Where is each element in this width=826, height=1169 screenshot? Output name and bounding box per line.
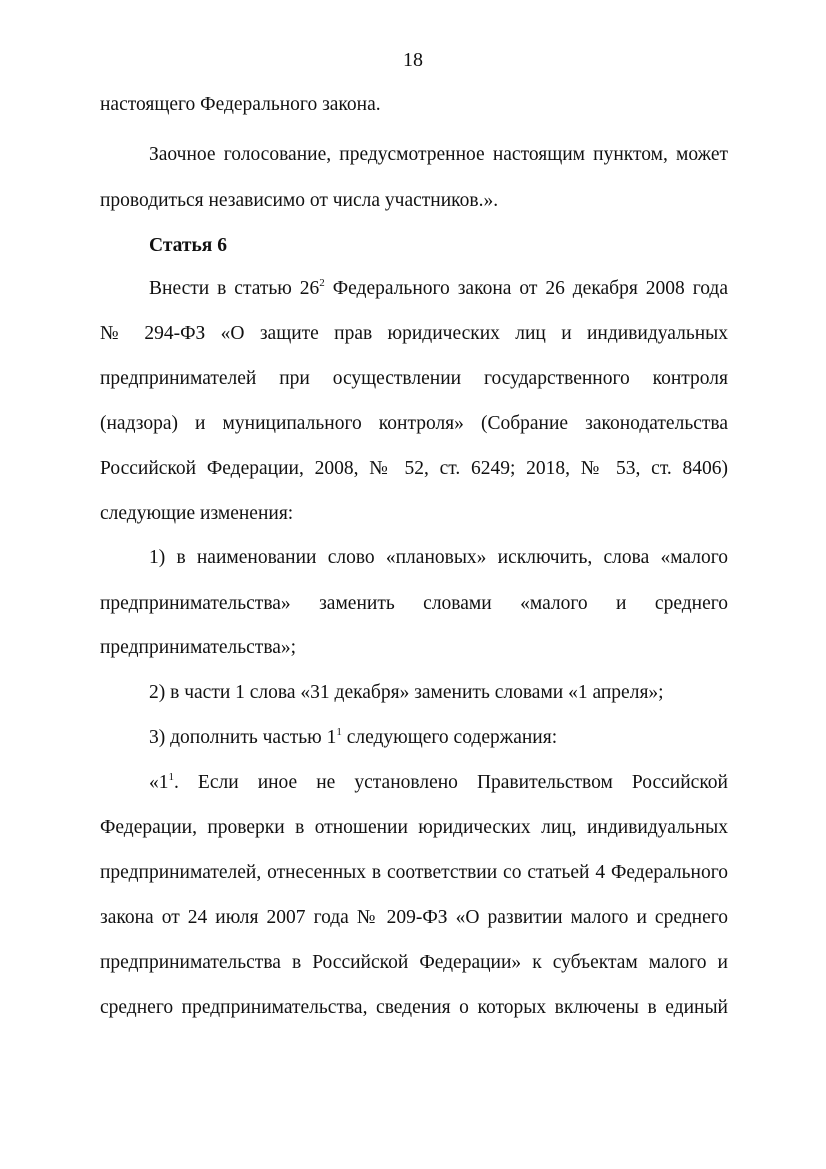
superscript: 2	[319, 277, 325, 289]
paragraph-line: (надзора) и муниципального контроля» (Собрание законодательства	[100, 413, 728, 434]
text-fragment: Внести в статью 26	[149, 278, 320, 299]
paragraph-line: предпринимателей при осуществлении государственного контроля	[100, 368, 728, 389]
quote-line: предпринимателей, отнесенных в соответствии со статьей 4 Федерального	[100, 862, 728, 883]
article-heading: Статья 6	[149, 235, 227, 256]
list-item-line: 1) в наименовании слово «плановых» исключить, слова «малого	[149, 547, 728, 568]
quote-line	[149, 770, 728, 796]
quote-line: закона от 24 июля 2007 года № 209-ФЗ «О развитии малого и среднего	[100, 907, 728, 928]
list-item-line: предпринимательства»;	[100, 637, 297, 658]
text-fragment: Федерального закона от 26 декабря 2008 года	[324, 278, 728, 299]
paragraph-line: следующие изменения:	[100, 503, 294, 524]
text-fragment: . Если иное не установлено Правительством Российской	[174, 772, 728, 793]
quote-line: среднего предпринимательства, сведения о которых включены в единый	[100, 997, 728, 1018]
text-fragment: следующего содержания:	[341, 727, 558, 748]
page-number: 18	[403, 49, 423, 71]
paragraph-line: Заочное голосование, предусмотренное настоящим пунктом, может	[149, 144, 728, 165]
paragraph-line: Российской Федерации, 2008, № 52, ст. 6249; 2018, № 53, ст. 8406)	[100, 458, 728, 479]
list-item-line: 2) в части 1 слова «31 декабря» заменить словами «1 апреля»;	[149, 682, 664, 703]
superscript: 1	[168, 771, 174, 783]
quote-line: Федерации, проверки в отношении юридических лиц, индивидуальных	[100, 817, 728, 838]
text-fragment: «1	[149, 772, 169, 793]
list-item-line	[149, 725, 728, 751]
quote-line: предпринимательства в Российской Федерации» к субъектам малого и	[100, 952, 728, 973]
paragraph-line: проводиться независимо от числа участников.».	[100, 190, 499, 211]
superscript: 1	[336, 726, 342, 738]
paragraph-line: № 294-ФЗ «О защите прав юридических лиц и индивидуальных	[100, 323, 728, 344]
paragraph-line	[149, 276, 728, 302]
list-item-line: предпринимательства» заменить словами «малого и среднего	[100, 593, 728, 614]
text-fragment: 3) дополнить частью 1	[149, 727, 337, 748]
paragraph-line: настоящего Федерального закона.	[100, 94, 381, 115]
